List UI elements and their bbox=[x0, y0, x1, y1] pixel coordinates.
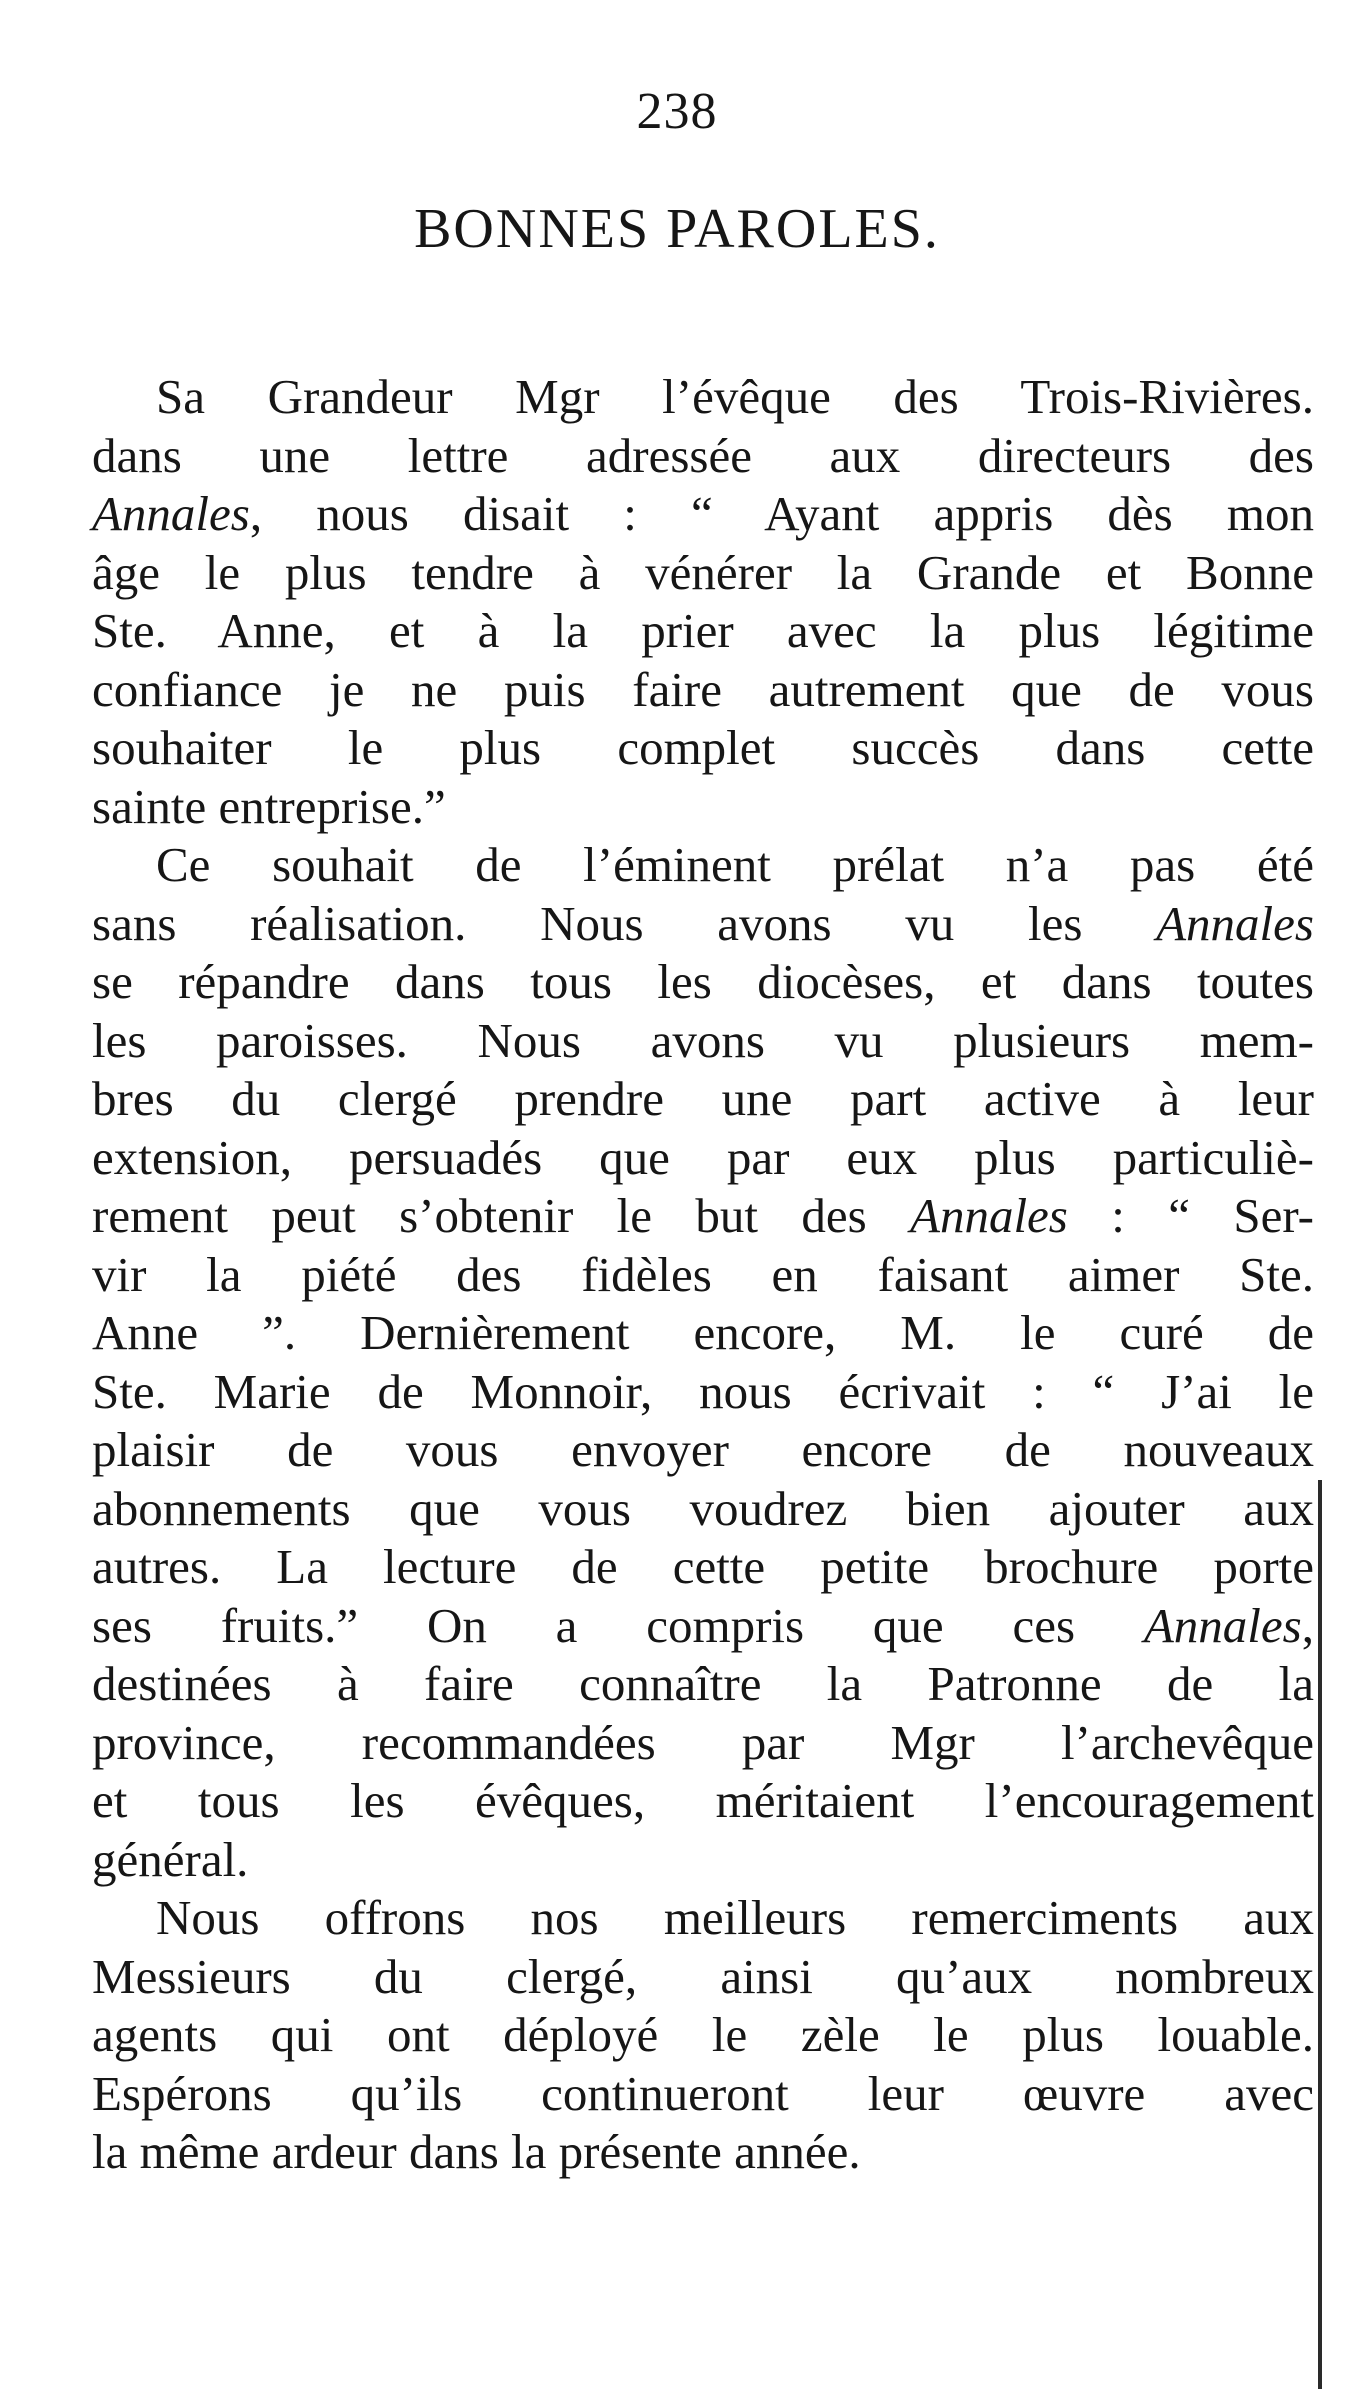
text-line bbox=[92, 1538, 1314, 1597]
text-segment: extension, persuadés que par eux plus particuliè- bbox=[92, 1129, 1314, 1185]
text-segment: sans réalisation. Nous avons vu les bbox=[92, 895, 1157, 951]
text-segment: agents qui ont déployé le zèle le plus louable. bbox=[92, 2007, 1314, 2062]
text-segment: Messieurs du clergé, ainsi qu’aux nombreux bbox=[92, 1948, 1314, 2004]
text-line bbox=[92, 1714, 1314, 1773]
text-segment: Ste. Anne, et à la prier avec la plus légitime bbox=[92, 603, 1314, 658]
paragraph bbox=[92, 836, 1314, 1889]
text-segment: la même ardeur dans la présente année. bbox=[92, 2124, 861, 2179]
text-segment: autres. La lecture de cette petite brochure porte bbox=[92, 1539, 1314, 1594]
text-segment: Espérons qu’ils continueront leur œuvre avec bbox=[92, 2065, 1314, 2121]
text-line bbox=[92, 1129, 1314, 1188]
text-line bbox=[92, 778, 1314, 837]
text-segment: bres du clergé prendre une part active à leur bbox=[92, 1071, 1314, 1126]
text-segment: destinées à faire connaître la Patronne de la bbox=[92, 1656, 1314, 1711]
text-segment: ses fruits.” On a compris que ces bbox=[92, 1597, 1144, 1653]
text-line bbox=[92, 485, 1314, 544]
text-segment: province, recommandées par Mgr l’archevêque bbox=[92, 1714, 1314, 1770]
text-line bbox=[92, 2006, 1314, 2065]
text-segment: , nous disait : “ Ayant appris dès mon bbox=[249, 486, 1314, 541]
text-line bbox=[92, 1187, 1314, 1246]
text-line bbox=[92, 2065, 1314, 2124]
text-line bbox=[92, 1772, 1314, 1831]
text-line bbox=[92, 1070, 1314, 1129]
text-line bbox=[92, 1831, 1314, 1890]
text-line bbox=[92, 544, 1314, 603]
text-segment: plaisir de vous envoyer encore de nouveaux bbox=[92, 1422, 1314, 1477]
page-number: 238 bbox=[636, 83, 718, 140]
text-segment: abonnements que vous voudrez bien ajouter aux bbox=[92, 1480, 1314, 1536]
text-segment: se répandre dans tous les diocèses, et dans toutes bbox=[92, 954, 1314, 1009]
text-line bbox=[92, 602, 1314, 661]
text-segment: dans une lettre adressée aux directeurs des bbox=[92, 427, 1314, 483]
text-segment: rement peut s’obtenir le but des bbox=[92, 1188, 911, 1243]
text-segment: , bbox=[1301, 1597, 1314, 1653]
italic-title: Annales bbox=[1143, 1597, 1302, 1653]
body-text bbox=[92, 368, 1314, 2182]
italic-title: Annales bbox=[92, 486, 250, 541]
text-segment: Sa Grandeur Mgr l’évêque des Trois-Rivières. bbox=[156, 369, 1314, 424]
text-line bbox=[92, 1597, 1314, 1656]
text-segment: et tous les évêques, méritaient l’encouragement bbox=[92, 1773, 1314, 1828]
text-line bbox=[92, 1304, 1314, 1363]
text-segment: vir la piété des fidèles en faisant aimer Ste. bbox=[92, 1246, 1314, 1302]
text-segment: âge le plus tendre à vénérer la Grande et Bonne bbox=[92, 544, 1314, 600]
text-line bbox=[92, 1948, 1314, 2007]
text-line bbox=[92, 661, 1314, 720]
text-segment: Anne ”. Dernièrement encore, M. le curé de bbox=[92, 1305, 1314, 1360]
text-line bbox=[92, 1655, 1314, 1714]
text-segment: : “ Ser- bbox=[1067, 1188, 1314, 1243]
text-segment: Ste. Marie de Monnoir, nous écrivait : “ J’ai le bbox=[92, 1363, 1314, 1419]
text-segment: Ce souhait de l’éminent prélat n’a pas été bbox=[156, 837, 1314, 892]
text-segment: général. bbox=[92, 1831, 249, 1887]
text-line bbox=[92, 1246, 1314, 1305]
text-line bbox=[92, 1363, 1314, 1422]
italic-title: Annales bbox=[910, 1188, 1068, 1243]
text-segment: sainte entreprise.” bbox=[92, 778, 446, 834]
text-line bbox=[92, 1889, 1314, 1948]
text-line bbox=[92, 2123, 1314, 2182]
text-line bbox=[92, 836, 1314, 895]
text-line bbox=[92, 719, 1314, 778]
paragraph bbox=[92, 1889, 1314, 2182]
text-line bbox=[92, 953, 1314, 1012]
text-line bbox=[92, 1421, 1314, 1480]
paragraph bbox=[92, 368, 1314, 836]
margin-rule bbox=[1318, 1480, 1322, 2389]
text-line bbox=[92, 1480, 1314, 1539]
text-segment: Nous offrons nos meilleurs remerciments aux bbox=[156, 1890, 1314, 1945]
text-line bbox=[92, 368, 1314, 427]
section-title: BONNES PAROLES. bbox=[414, 198, 940, 260]
text-segment: les paroisses. Nous avons vu plusieurs mem- bbox=[92, 1012, 1314, 1068]
text-segment: souhaiter le plus complet succès dans cette bbox=[92, 720, 1314, 775]
text-line bbox=[92, 1012, 1314, 1071]
text-line bbox=[92, 895, 1314, 954]
text-segment: confiance je ne puis faire autrement que de vous bbox=[92, 661, 1314, 717]
text-line bbox=[92, 427, 1314, 486]
italic-title: Annales bbox=[1156, 895, 1314, 951]
